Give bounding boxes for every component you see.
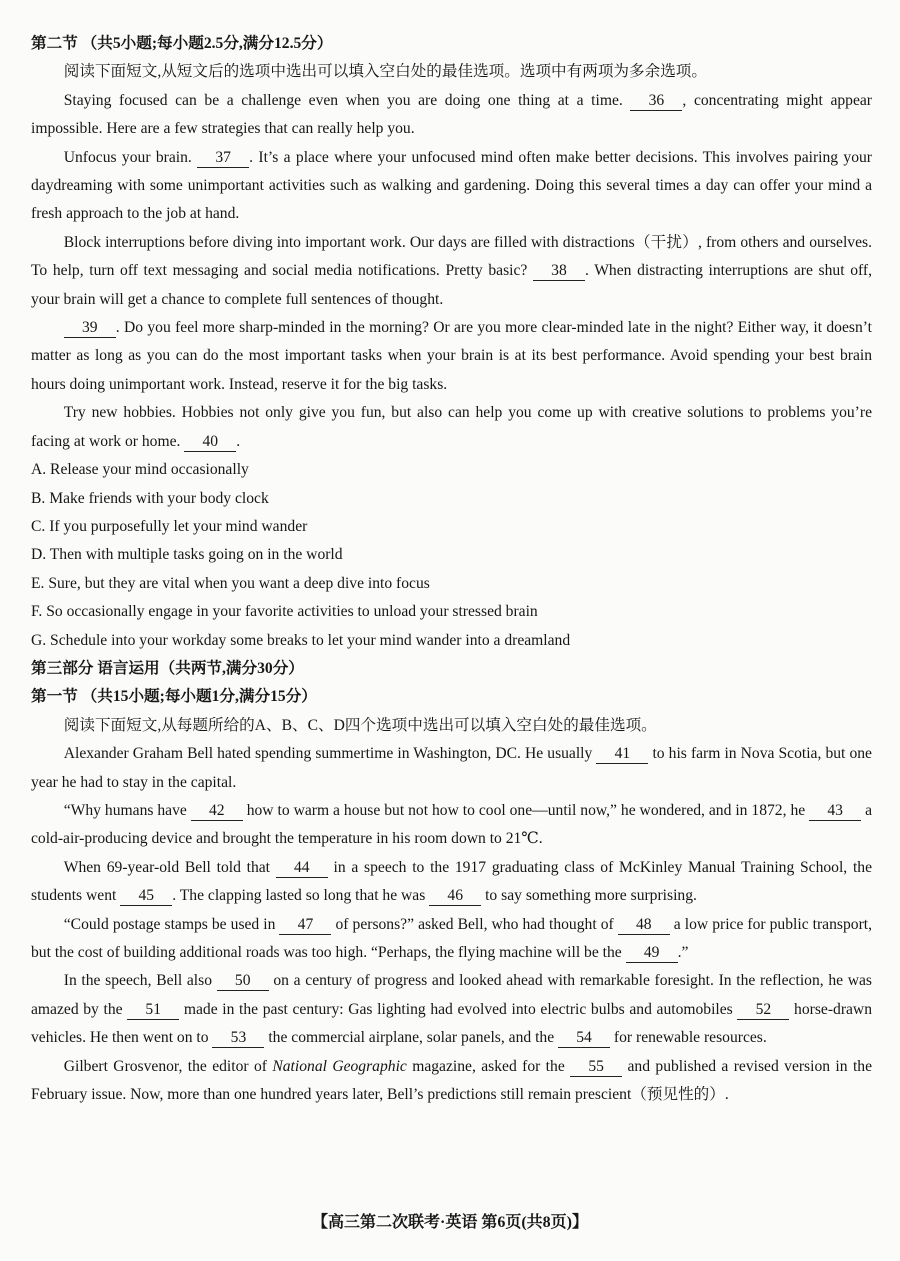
passage2-paragraph bbox=[31, 740, 872, 797]
option-g: G. Schedule into your workday some breaks to let your mind wander into a dreamland bbox=[31, 631, 571, 649]
passage2-paragraph bbox=[31, 1053, 872, 1110]
answer-blank[interactable]: 37 bbox=[197, 149, 249, 168]
option-e: E. Sure, but they are vital when you want a deep dive into focus bbox=[31, 574, 430, 592]
paragraph-text: When 69-year-old Bell told that bbox=[63, 858, 276, 876]
answer-blank[interactable]: 36 bbox=[630, 92, 682, 111]
paragraph-text: magazine, asked for the bbox=[406, 1057, 571, 1075]
part3-heading: 第三部分 语言运用（共两节,满分30分） bbox=[31, 659, 304, 677]
paragraph-text: Gilbert Grosvenor, the editor of bbox=[63, 1057, 273, 1075]
paragraph-text: .” bbox=[677, 944, 689, 961]
option-f: F. So occasionally engage in your favorite activities to unload your stressed brain bbox=[31, 603, 538, 621]
paragraph-text: . The clapping lasted so long that he was bbox=[172, 887, 430, 905]
answer-blank[interactable]: 44 bbox=[276, 859, 328, 878]
part3-sub-heading: 第一节 （共15小题;每小题1分,满分15分） bbox=[31, 688, 317, 706]
answer-blank[interactable]: 54 bbox=[558, 1029, 610, 1048]
answer-blank[interactable]: 43 bbox=[809, 802, 861, 821]
answer-blank[interactable]: 52 bbox=[737, 1001, 789, 1020]
paragraph-text: a low price for public transport, but the cost of building additional roads was too high. “Perhaps, the flying machine will be the bbox=[31, 915, 872, 961]
paragraph-text: , concentrating might appear impossible. Here are a few strategies that can really help you. bbox=[31, 91, 872, 138]
paragraph-text: the commercial airplane, solar panels, and the bbox=[264, 1029, 559, 1047]
paragraph-text: Alexander Graham Bell hated spending summertime in Washington, DC. He usually bbox=[63, 745, 597, 763]
paragraph-text: Try new hobbies. Hobbies not only give you fun, but also can help you come up with creative solutions to problems you’re facing at work or home. bbox=[31, 404, 872, 450]
option-d: D. Then with multiple tasks going on in the world bbox=[31, 546, 343, 564]
paragraph-text: horse-drawn vehicles. He then went on to bbox=[31, 1000, 872, 1047]
answer-blank[interactable]: 53 bbox=[212, 1029, 264, 1048]
passage1-paragraph bbox=[31, 314, 872, 399]
paragraph-text: to his farm in Nova Scotia, but one year he had to stay in the capital. bbox=[31, 745, 872, 791]
section2-instruction: 阅读下面短文,从短文后的选项中选出可以填入空白处的最佳选项。选项中有两项为多余选项。 bbox=[63, 63, 707, 81]
paragraph-text: made in the past century: Gas lighting had evolved into electric bulbs and automobiles bbox=[179, 1000, 738, 1018]
answer-blank[interactable]: 48 bbox=[618, 916, 670, 935]
passage2-paragraph bbox=[31, 911, 872, 968]
option-a: A. Release your mind occasionally bbox=[31, 461, 249, 479]
paragraph-text: Staying focused can be a challenge even when you are doing one thing at a time. bbox=[63, 91, 631, 109]
part3-instruction: 阅读下面短文,从每题所给的A、B、C、D四个选项中选出可以填入空白处的最佳选项。 bbox=[63, 716, 657, 734]
paragraph-text: a cold-air-producing device and brought the temperature in his room down to 21℃. bbox=[31, 801, 872, 848]
passage1-paragraph bbox=[31, 87, 872, 144]
paragraph-text: . It’s a place where your unfocused mind often make better decisions. This involves pairing your daydreaming with some unimportant activities such as walking and gardening. Doing this several times a day can offer your mind a fresh approach to the job at hand. bbox=[31, 148, 872, 223]
answer-blank[interactable]: 49 bbox=[626, 944, 678, 963]
paragraph-text: . bbox=[236, 432, 241, 450]
answer-blank[interactable]: 41 bbox=[596, 745, 648, 764]
page-footer: 【高三第二次联考·英语 第6页(共8页)】 bbox=[312, 1214, 588, 1231]
option-c: C. If you purposefully let your mind wander bbox=[31, 517, 308, 535]
paragraph-text: Unfocus your brain. bbox=[63, 148, 198, 166]
passage2-paragraph bbox=[31, 854, 872, 911]
magazine-title: National Geographic bbox=[272, 1057, 407, 1075]
paragraph-text: “Why humans have bbox=[63, 801, 191, 819]
paragraph-text: to say something more surprising. bbox=[481, 887, 697, 905]
answer-blank[interactable]: 46 bbox=[429, 887, 481, 906]
paragraph-text: . Do you feel more sharp-minded in the morning? Or are you more clear-minded late in the night? Either way, it doesn’t matter as long as you can do the most important tasks when your brain is at its best performance. Avoid spending your best brain hours doing unimportant work. Instead, reserve it for the big tasks. bbox=[31, 319, 872, 393]
answer-blank[interactable]: 38 bbox=[533, 262, 585, 281]
option-b: B. Make friends with your body clock bbox=[31, 489, 269, 507]
paragraph-text: in a speech to the 1917 graduating class of McKinley Manual Training School, the students went bbox=[31, 858, 873, 905]
answer-blank[interactable]: 55 bbox=[570, 1058, 622, 1077]
answer-blank[interactable]: 50 bbox=[217, 972, 269, 991]
answer-blank[interactable]: 40 bbox=[184, 433, 236, 452]
paragraph-text: how to warm a house but not how to cool one—until now,” he wondered, and in 1872, he bbox=[242, 801, 810, 819]
paragraph-text: of persons?” asked Bell, who had thought of bbox=[331, 915, 618, 933]
paragraph-text: for renewable resources. bbox=[610, 1029, 767, 1047]
answer-blank[interactable]: 42 bbox=[191, 802, 243, 821]
passage1-paragraph bbox=[31, 144, 872, 229]
passage1-paragraph bbox=[31, 229, 872, 314]
passage2-paragraph bbox=[31, 797, 872, 854]
answer-blank[interactable]: 47 bbox=[279, 916, 331, 935]
paragraph-text: and published a revised version in the February issue. Now, more than one hundred years later, Bell’s predictions still remain prescient（预见性的）. bbox=[31, 1057, 872, 1104]
paragraph-text: . When distracting interruptions are shut off, your brain will get a chance to complete full sentences of thought. bbox=[31, 262, 872, 308]
passage1-paragraph bbox=[31, 399, 872, 456]
paragraph-text: In the speech, Bell also bbox=[63, 972, 217, 990]
paragraph-text: on a century of progress and looked ahead with remarkable foresight. In the reflection, he was amazed by the bbox=[31, 972, 872, 1018]
answer-blank[interactable]: 51 bbox=[127, 1001, 179, 1020]
paragraph-text: “Could postage stamps be used in bbox=[63, 915, 280, 933]
answer-blank[interactable]: 39 bbox=[64, 319, 116, 338]
paragraph-text: Block interruptions before diving into important work. Our days are filled with distractions（干扰）, from others and ourselves. To help, turn off text messaging and social media notifications. Pretty basic? bbox=[31, 233, 872, 280]
answer-blank[interactable]: 45 bbox=[120, 887, 172, 906]
passage2-paragraph bbox=[31, 967, 872, 1052]
options-list bbox=[31, 456, 872, 655]
section2-heading: 第二节 （共5小题;每小题2.5分,满分12.5分） bbox=[31, 35, 333, 52]
